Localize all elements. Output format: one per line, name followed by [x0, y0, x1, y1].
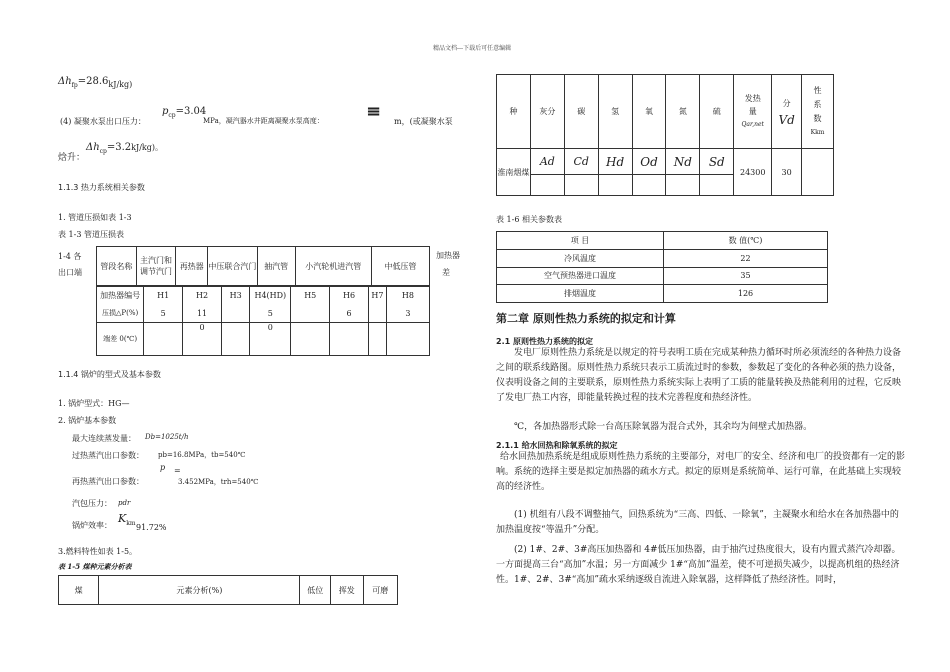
table-cell: H1	[144, 287, 183, 305]
dh-cp-formula	[86, 142, 163, 155]
table-cell	[700, 75, 734, 149]
table-cell: Ad	[530, 149, 564, 175]
table-cell: H4(HD)	[250, 287, 291, 305]
table-cell: 种	[497, 75, 531, 149]
paragraph-5: (2) 1#、2#、3#高压加热器和 4#低压加热器，由于抽汽过热度很大，设有内置式蒸汽冷却器。一方面提高三台“高加”水温；另一方面减少 1#“高加”温差，使不可逆损失减少，以提高机组的热经济性。1#、2#、3#“高加”疏水采纳逐级自流进入除氧器，这样降低了热经济性。同时，	[496, 545, 901, 585]
efficiency-k	[118, 512, 136, 527]
pcp-formula	[162, 106, 206, 119]
table-1-5-title: 表 1-5 煤种元素分析表	[58, 562, 132, 571]
section-2-1: 2.1 原则性热力系统的拟定	[496, 337, 593, 346]
table-cell: 5	[250, 304, 291, 322]
table-cell: H6	[330, 287, 369, 305]
table-cell: 0	[183, 322, 222, 355]
table-cell	[386, 322, 429, 355]
table-row	[97, 287, 430, 305]
table-cell: 6	[330, 304, 369, 322]
table-cell	[369, 304, 387, 322]
table-cell: Cd	[564, 149, 598, 175]
reheat-p-symbol: p	[160, 463, 166, 472]
fuel-intro: 3.燃料特性如表 1-5。	[58, 547, 138, 556]
max-evap-value: Db=1025t/h	[145, 433, 189, 441]
item4-tail: m，(或凝聚水泵	[394, 117, 453, 126]
table-cell: 管段名称	[97, 247, 137, 286]
paragraph-1: 发电厂原则性热力系统是以规定的符号表明工质在完成某种热力循环时所必须流经的各种热力设备之间的联系线路图。原则性热力系统只表示工质流过时的参数，参数起了变化的各种必须的热力设备，仪表明设备之间的主要联系，原则性热力系统实际上表明了工质的能量转换及热能利用的过程，它反映了发电厂热工内容，即能量转换过程的技术完善程度和热经济性。	[496, 348, 902, 403]
table-cell: 煤	[59, 576, 99, 605]
table-cell	[291, 322, 330, 355]
reheat-value: 3.452MPa，trh=540℃	[178, 478, 259, 486]
kkm-symbol: Kkm	[810, 128, 825, 136]
efficiency-value: 91.72%	[136, 523, 167, 532]
table-cell	[221, 304, 249, 322]
sulfur-label: 硫	[712, 107, 721, 117]
table-cell: H5	[291, 287, 330, 305]
table-cell	[330, 322, 369, 355]
table-cell: 可磨	[363, 576, 398, 605]
table-cell: 淮南烟煤	[497, 149, 531, 196]
table-cell: Od	[632, 149, 666, 175]
table-cell	[772, 75, 802, 149]
table-cell: Sd	[700, 149, 734, 175]
table-row	[497, 267, 828, 285]
page-header: 精品文档---下载后可任意编辑	[433, 45, 512, 52]
table-1-4-label-2: 出口端	[58, 268, 82, 277]
table-row	[59, 576, 398, 605]
table-cell: 低位	[300, 576, 331, 605]
dh-fp-unit: kJ/kg)	[108, 80, 133, 89]
table-cell: 数 值(℃)	[664, 232, 828, 250]
pcp-sub: cp	[168, 112, 176, 119]
table-cell: 项 目	[497, 232, 664, 250]
table-cell: H8	[386, 287, 429, 305]
reheat-eq: =	[174, 466, 181, 475]
dh-cp-unit: kJ/kg)。	[131, 143, 164, 152]
dh-fp-sub: fp	[71, 82, 78, 89]
table-cell: 35	[664, 267, 828, 285]
table-cell: 排烟温度	[497, 285, 664, 303]
table-cell: 冷风温度	[497, 249, 664, 267]
heat-label: 发热量	[744, 94, 761, 117]
efficiency-label: 锅炉效率：	[72, 521, 112, 530]
drum-value: pdr	[118, 499, 131, 507]
table-cell: 氮	[666, 75, 700, 149]
boiler-params: 2. 锅炉基本参数	[58, 416, 117, 425]
table-row	[497, 285, 828, 303]
table-cell: 30	[772, 149, 802, 196]
table-cell: Hd	[598, 149, 632, 175]
section-2-1-1: 2.1.1 给水回热和除氧系统的拟定	[496, 441, 618, 450]
table-cell: H7	[369, 287, 387, 305]
table-cell: 加热器编号	[97, 287, 144, 305]
params-table	[496, 231, 828, 303]
table-cell: Nd	[666, 149, 700, 175]
table-cell: 11	[183, 304, 222, 322]
table-cell: 碳	[564, 75, 598, 149]
table-cell	[700, 175, 734, 196]
table-row	[497, 149, 834, 175]
table-cell: 0	[250, 322, 291, 355]
table-cell: 3	[386, 304, 429, 322]
table-cell	[666, 175, 700, 196]
table-cell: H2	[183, 287, 222, 305]
table-cell: 22	[664, 249, 828, 267]
section-1-1-4: 1.1.4 锅炉的型式及基本参数	[58, 370, 161, 379]
enthalpy-rise-label: 焓升：	[58, 153, 86, 163]
dh-fp-formula	[58, 76, 132, 89]
coal-table-left	[58, 575, 398, 605]
table-cell: 灰分	[530, 75, 564, 149]
table-cell: 空气预热器进口温度	[497, 267, 664, 285]
paragraph-4: (1) 机组有八段不调整抽气，回热系统为“三高、四低、一除氧”，主凝聚水和给水在各加热器中的加热温度按“等温升”分配。	[496, 510, 899, 535]
table-cell	[802, 75, 834, 149]
table-row	[497, 232, 828, 250]
drum-label: 汽包压力：	[72, 499, 112, 508]
table-cell	[144, 322, 183, 355]
table-cell: 126	[664, 285, 828, 303]
pcp-value: =3.04	[175, 106, 207, 117]
efficiency-k-sub: km	[126, 520, 136, 528]
table-cell: 再热器	[176, 247, 208, 286]
pipe-loss-intro: 1. 管道压损如表 1-3	[58, 213, 132, 222]
dh-fp-value: =28.6	[77, 76, 109, 87]
table-row	[97, 304, 430, 322]
table-cell: H3	[221, 287, 249, 305]
table-cell: 抽汽管	[257, 247, 295, 286]
table-cell: 中低压管	[371, 247, 429, 286]
chapter-2-title: 第二章 原则性热力系统的拟定和计算	[496, 312, 676, 325]
table-cell	[291, 304, 330, 322]
table-cell: 元素分析(%)	[99, 576, 300, 605]
superheat-label: 过热蒸汽出口参数：	[72, 451, 144, 460]
table-1-6-title: 表 1-6 相关参数表	[496, 215, 562, 224]
table-cell: 主汽门和调节汽门	[136, 247, 176, 286]
table-row	[97, 247, 430, 286]
max-evap-label: 最大连续蒸发量：	[72, 434, 136, 443]
table-cell: 端差 0(℃)	[97, 322, 144, 355]
table-cell: 5	[144, 304, 183, 322]
table-row	[497, 249, 828, 267]
table-row	[497, 75, 834, 149]
table-cell: 中压联合汽门	[207, 247, 257, 286]
dh-fp-symbol: Δh	[58, 76, 72, 87]
table-1-4-label-1: 1-4 各	[58, 252, 82, 261]
coeff-label: 性系数	[813, 85, 822, 123]
section-1-1-3: 1.1.3 热力系统相关参数	[58, 183, 145, 192]
efficiency-k-symbol: K	[118, 512, 127, 525]
table-1-3-right-label-2: 差	[442, 268, 450, 277]
table-cell	[221, 322, 249, 355]
table-cell	[598, 175, 632, 196]
table-cell: 压损△P(%)	[97, 304, 144, 322]
table-cell	[734, 75, 772, 149]
pcp-symbol: p	[162, 106, 169, 117]
heat-symbol: Qar,net	[741, 121, 764, 129]
table-cell: 氢	[598, 75, 632, 149]
item4-label: (4) 凝聚水泵出口压力：	[60, 117, 146, 126]
heater-table	[96, 286, 430, 356]
paragraph-3: 给水回热加热系统是组成原则性热力系统的主要部分，对电厂的安全、经济和电厂的投资都有一定的影响。系统的选择主要是拟定加热器的疏水方式。拟定的原则是系统简单、运行可靠，在此基础上实现较高的经济性。	[496, 452, 906, 492]
table-cell: 挥发	[331, 576, 364, 605]
table-cell: 24300	[734, 149, 772, 196]
dh-cp-value: =3.2	[106, 142, 132, 153]
boiler-type: 1. 锅炉型式：HG—	[58, 399, 130, 408]
table-1-3-right-label: 加热器	[436, 251, 460, 260]
table-cell: 氧	[632, 75, 666, 149]
table-cell	[369, 322, 387, 355]
dh-cp-symbol: Δh	[86, 142, 100, 153]
table-cell: 小汽轮机进汽管	[295, 247, 371, 286]
table-cell	[632, 175, 666, 196]
volatile-label: 分	[782, 98, 791, 108]
superheat-value: pb=16.8MPa，tb=540℃	[158, 451, 246, 459]
table-1-3-title: 表 1-3 管道压损表	[58, 230, 124, 239]
pcp-unit: MPa，凝汽器水井距离凝聚水泵高度：	[203, 117, 324, 125]
height-symbol: ≡	[366, 101, 382, 122]
paragraph-2: ℃，各加热器形式除一台高压除氧器为混合式外，其余均为间壁式加热器。	[514, 422, 813, 432]
table-cell	[564, 175, 598, 196]
vd-symbol: Vd	[778, 112, 795, 127]
table-cell	[802, 149, 834, 196]
table-row	[97, 322, 430, 355]
table-cell	[530, 175, 564, 196]
coal-table-right	[496, 74, 834, 196]
dh-cp-sub: cp	[99, 148, 107, 155]
reheat-label: 再热蒸汽出口参数：	[72, 477, 144, 486]
pipe-loss-table	[96, 246, 430, 286]
